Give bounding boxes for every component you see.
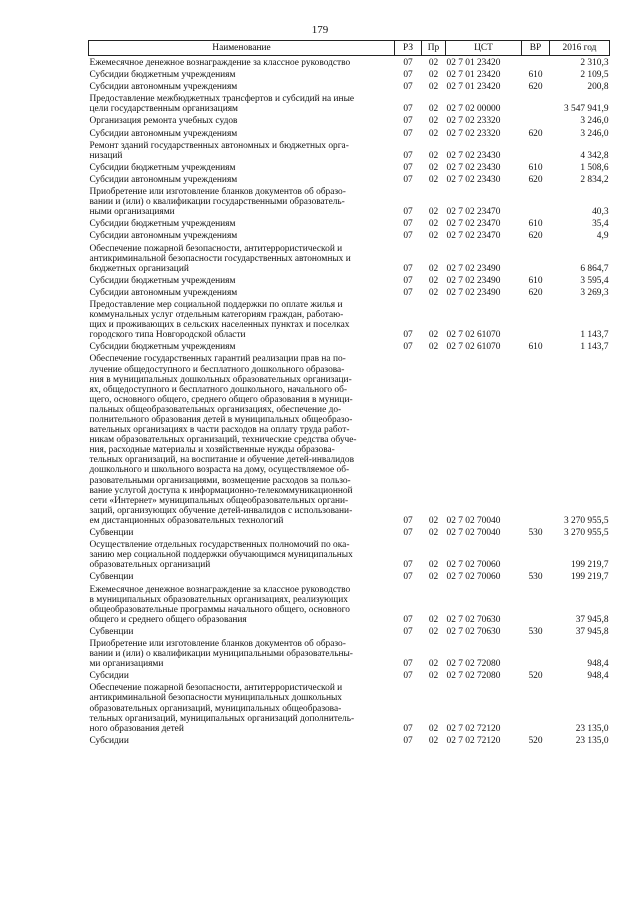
- row-amount: 1 508,6: [580, 162, 609, 173]
- row-pr: 02: [428, 515, 439, 526]
- row-rz: 07: [403, 723, 413, 734]
- row-name: Субсидии: [89, 735, 129, 746]
- row-cst: 02 7 01 23420: [446, 70, 501, 81]
- row-amount: 40,3: [592, 207, 609, 218]
- row-name: Субсидии автономным учреждениям: [89, 287, 238, 298]
- row-name: Осуществление отдельных государственных полномочий по ока- занию мер социальной поддержки обучающимся муниципальных образовательных организаций: [89, 540, 353, 571]
- row-amount: 2 109,5: [580, 70, 609, 81]
- row-vr: 610: [528, 342, 543, 353]
- row-cst: 02 7 02 23490: [446, 275, 501, 286]
- row-name: Субвенции: [89, 626, 134, 637]
- row-vr: [522, 92, 550, 114]
- row-name: Обеспечение пожарной безопасности, антитеррористической и антикриминальной безопасности государственных автономных и бюджетных организаций: [89, 243, 351, 274]
- row-rz: 07: [403, 150, 413, 161]
- row-cst: 02 7 02 72080: [446, 659, 501, 670]
- row-rz: 07: [403, 659, 413, 670]
- row-cst: 02 7 02 23470: [446, 207, 501, 218]
- row-amount: 948,4: [587, 659, 609, 670]
- row-cst: 02 7 02 23490: [446, 287, 501, 298]
- table-row: [89, 352, 610, 526]
- row-name: Предоставление мер социальной поддержки по оплате жилья и коммунальных услуг отдельным категориям граждан, работаю- щих и проживающих в сельских населенных пунктах и поселках городского типа Новгородской области: [89, 299, 350, 341]
- row-rz: 07: [403, 263, 413, 274]
- row-amount: 199 219,7: [571, 572, 609, 583]
- row-name: Субсидии автономным учреждениям: [89, 82, 238, 93]
- row-cst: 02 7 02 70060: [446, 560, 501, 571]
- table-row: [89, 538, 610, 570]
- row-amount: 199 219,7: [571, 560, 609, 571]
- row-vr: 530: [528, 626, 543, 637]
- row-cst: 02 7 02 23430: [446, 150, 501, 161]
- row-cst: 02 7 02 72120: [446, 723, 501, 734]
- row-vr: [522, 56, 550, 69]
- table-row: [89, 583, 610, 625]
- row-name: Субсидии бюджетным учреждениям: [89, 342, 236, 353]
- table-row: [89, 274, 610, 286]
- row-rz: 07: [403, 626, 413, 637]
- row-rz: 07: [403, 342, 413, 353]
- row-vr: 620: [528, 128, 543, 139]
- row-cst: 02 7 02 70040: [446, 515, 501, 526]
- row-pr: 02: [428, 82, 439, 93]
- table-row: [89, 92, 610, 114]
- row-cst: 02 7 02 70630: [446, 626, 501, 637]
- table-row: [89, 68, 610, 80]
- row-amount: 2 310,3: [580, 58, 609, 68]
- budget-table: [88, 40, 610, 746]
- row-rz: 07: [403, 58, 413, 68]
- row-vr: [522, 185, 550, 217]
- row-pr: 02: [428, 162, 439, 173]
- header-vr: ВР: [522, 41, 550, 56]
- row-rz: 07: [403, 207, 413, 218]
- row-rz: 07: [403, 116, 413, 127]
- row-name: Приобретение или изготовление бланков документов об образо- вании и (или) о квалификации государственными образователь- ными организациями: [89, 187, 346, 218]
- row-amount: 4 342,8: [580, 150, 609, 161]
- row-name: Субсидии автономным учреждениям: [89, 231, 238, 242]
- row-pr: 02: [428, 671, 439, 682]
- row-vr: 520: [528, 735, 543, 746]
- row-name: Субвенции: [89, 528, 134, 539]
- row-pr: 02: [428, 342, 439, 353]
- row-name: Ежемесячное денежное вознаграждение за классное руководство в муниципальных образовательных организациях, реализующих общеобразовательные программы начального общего, основного общего и среднего общего образования: [89, 584, 351, 625]
- row-amount: 6 864,7: [580, 263, 609, 274]
- row-cst: 02 7 01 23420: [446, 82, 501, 93]
- row-rz: 07: [403, 671, 413, 682]
- row-vr: 520: [528, 671, 543, 682]
- header-row: [89, 41, 610, 56]
- row-amount: 3 595,4: [580, 275, 609, 286]
- table-row: [89, 114, 610, 126]
- row-cst: 02 7 02 23470: [446, 219, 501, 230]
- table-row: [89, 56, 610, 69]
- table-row: [89, 526, 610, 538]
- row-pr: 02: [428, 128, 439, 139]
- row-rz: 07: [403, 275, 413, 286]
- row-cst: 02 7 02 23430: [446, 162, 501, 173]
- row-pr: 02: [428, 614, 439, 625]
- row-rz: 07: [403, 735, 413, 746]
- row-rz: 07: [403, 528, 413, 539]
- row-rz: 07: [403, 330, 413, 341]
- table-row: [89, 340, 610, 352]
- table-row: [89, 161, 610, 173]
- table-row: [89, 734, 610, 746]
- row-pr: 02: [428, 723, 439, 734]
- row-name: Субсидии автономным учреждениям: [89, 128, 238, 139]
- row-cst: 02 7 02 70630: [446, 614, 501, 625]
- row-pr: 02: [428, 231, 439, 242]
- row-name: Субсидии бюджетным учреждениям: [89, 70, 236, 81]
- row-rz: 07: [403, 287, 413, 298]
- row-cst: 02 7 02 72080: [446, 671, 501, 682]
- row-amount: 948,4: [587, 671, 609, 682]
- table-row: [89, 298, 610, 340]
- row-vr: 620: [528, 231, 543, 242]
- row-pr: 02: [428, 626, 439, 637]
- row-rz: 07: [403, 70, 413, 81]
- row-vr: 610: [528, 162, 543, 173]
- row-amount: 3 270 955,5: [563, 515, 609, 526]
- row-name: Приобретение или изготовление бланков документов об образо- вании и (или) о квалификации муниципальными образовательны- ми организациями: [89, 638, 353, 670]
- row-pr: 02: [428, 659, 439, 670]
- row-pr: 02: [428, 174, 439, 185]
- row-pr: 02: [428, 572, 439, 583]
- row-rz: 07: [403, 614, 413, 625]
- row-pr: 02: [428, 330, 439, 341]
- row-name: Субсидии бюджетным учреждениям: [89, 275, 236, 286]
- row-rz: 07: [403, 174, 413, 185]
- table-body: [89, 56, 610, 746]
- row-cst: 02 7 02 00000: [446, 104, 501, 115]
- table-row: [89, 637, 610, 669]
- header-cst: ЦСТ: [446, 41, 522, 56]
- row-cst: 02 7 02 72120: [446, 735, 501, 746]
- row-vr: [522, 114, 550, 126]
- row-name: Ежемесячное денежное вознаграждение за классное руководство: [89, 58, 351, 68]
- row-rz: 07: [403, 104, 413, 115]
- table-row: [89, 185, 610, 217]
- table-row: [89, 127, 610, 139]
- row-amount: 37 945,8: [575, 626, 609, 637]
- row-amount: 1 143,7: [580, 330, 609, 341]
- row-vr: [522, 583, 550, 625]
- row-rz: 07: [403, 560, 413, 571]
- row-pr: 02: [428, 735, 439, 746]
- row-amount: 1 143,7: [580, 342, 609, 353]
- row-pr: 02: [428, 528, 439, 539]
- row-name: Обеспечение пожарной безопасности, антитеррористической и антикриминальной безопасности муниципальных дошкольных образовательных организаций, муниципальных общеобразова- тельных организаций, муниципальных организаций дополнитель- ного образования детей: [89, 683, 355, 734]
- row-pr: 02: [428, 275, 439, 286]
- row-amount: 4,9: [596, 231, 609, 242]
- row-vr: [522, 139, 550, 161]
- table-row: [89, 242, 610, 274]
- table-row: [89, 681, 610, 733]
- row-vr: [522, 298, 550, 340]
- row-pr: 02: [428, 560, 439, 571]
- header-rz: РЗ: [395, 41, 422, 56]
- row-pr: 02: [428, 70, 439, 81]
- row-cst: 02 7 01 23420: [446, 58, 501, 68]
- table-row: [89, 229, 610, 241]
- row-amount: 3 246,0: [580, 128, 609, 139]
- table-row: [89, 173, 610, 185]
- table-row: [89, 217, 610, 229]
- row-name: Субсидии: [89, 671, 129, 682]
- row-rz: 07: [403, 162, 413, 173]
- row-vr: [522, 637, 550, 669]
- row-pr: 02: [428, 263, 439, 274]
- row-amount: 3 269,3: [580, 287, 609, 298]
- row-amount: 23 135,0: [575, 735, 609, 746]
- row-amount: 23 135,0: [575, 723, 609, 734]
- row-vr: [522, 538, 550, 570]
- row-cst: 02 7 02 70060: [446, 572, 501, 583]
- table-row: [89, 625, 610, 637]
- header-year: 2016 год: [550, 41, 610, 56]
- header-name: Наименование: [89, 41, 395, 56]
- row-amount: 37 945,8: [575, 614, 609, 625]
- row-amount: 35,4: [592, 219, 609, 230]
- row-rz: 07: [403, 219, 413, 230]
- row-name: Предоставление межбюджетных трансфертов и субсидий на иные цели государственным организациям: [89, 94, 355, 115]
- row-cst: 02 7 02 23320: [446, 116, 501, 127]
- row-vr: 620: [528, 82, 543, 93]
- table-row: [89, 80, 610, 92]
- row-vr: 610: [528, 219, 543, 230]
- row-cst: 02 7 02 23490: [446, 263, 501, 274]
- row-vr: 620: [528, 287, 543, 298]
- row-vr: [522, 352, 550, 526]
- row-cst: 02 7 02 23430: [446, 174, 501, 185]
- table-row: [89, 669, 610, 681]
- row-pr: 02: [428, 104, 439, 115]
- row-name: Организация ремонта учебных судов: [89, 116, 238, 127]
- row-cst: 02 7 02 23470: [446, 231, 501, 242]
- row-rz: 07: [403, 515, 413, 526]
- page-number: 179: [311, 24, 329, 36]
- row-vr: 610: [528, 275, 543, 286]
- row-rz: 07: [403, 231, 413, 242]
- table-row: [89, 139, 610, 161]
- row-name: Ремонт зданий государственных автономных и бюджетных орга- низаций: [89, 140, 349, 161]
- row-name: Обеспечение государственных гарантий реализации прав на по- лучение общедоступного и бесплатного дошкольного образова- ния в муниципальных дошкольных образовательных организаци- ях, общедоступного и бесплатного дошкольного, начального об- щего, основного общего, среднего общего образования в муници- пальных общеобразовательных организациях, обеспечение до- полнительного образования детей в муниципальных общеобразо- вательных организациях в части расходов на оплату труда работ- никам образовательных организаций, технические средства обуче- ния, расходные материалы и хозяйственные нужды образова- тельных организаций, на воспитание и обучение детей-инвалидов дошкольного и школьного возраста на дому, осуществляемое об- разовательными организациями, возмещение расходов за пользо- вание услугой доступа к информационно-телекоммуникационной сети «Интернет» муниципальных общеобразовательных органи- заций, организующих обучение детей-инвалидов с использовани- ем дистанционных образовательных технологий: [89, 354, 357, 526]
- row-vr: [522, 242, 550, 274]
- row-amount: 3 270 955,5: [563, 528, 609, 539]
- header-pr: Пр: [422, 41, 446, 56]
- row-name: Субсидии автономным учреждениям: [89, 174, 238, 185]
- row-pr: 02: [428, 207, 439, 218]
- row-amount: 3 246,0: [580, 116, 609, 127]
- row-vr: 620: [528, 174, 543, 185]
- row-cst: 02 7 02 61070: [446, 342, 501, 353]
- row-pr: 02: [428, 219, 439, 230]
- table-row: [89, 570, 610, 582]
- row-rz: 07: [403, 572, 413, 583]
- row-amount: 2 834,2: [580, 174, 609, 185]
- row-rz: 07: [403, 128, 413, 139]
- row-cst: 02 7 02 23320: [446, 128, 501, 139]
- row-amount: 200,8: [587, 82, 609, 93]
- row-amount: 3 547 941,9: [563, 104, 609, 115]
- row-vr: 530: [528, 572, 543, 583]
- row-pr: 02: [428, 287, 439, 298]
- row-pr: 02: [428, 116, 439, 127]
- row-name: Субсидии бюджетным учреждениям: [89, 219, 236, 230]
- row-vr: 530: [528, 528, 543, 539]
- row-name: Субвенции: [89, 572, 134, 583]
- row-rz: 07: [403, 82, 413, 93]
- row-vr: 610: [528, 70, 543, 81]
- row-pr: 02: [428, 150, 439, 161]
- table-row: [89, 286, 610, 298]
- row-pr: 02: [428, 58, 439, 68]
- row-vr: [522, 681, 550, 733]
- row-cst: 02 7 02 70040: [446, 528, 501, 539]
- row-name: Субсидии бюджетным учреждениям: [89, 162, 236, 173]
- row-cst: 02 7 02 61070: [446, 330, 501, 341]
